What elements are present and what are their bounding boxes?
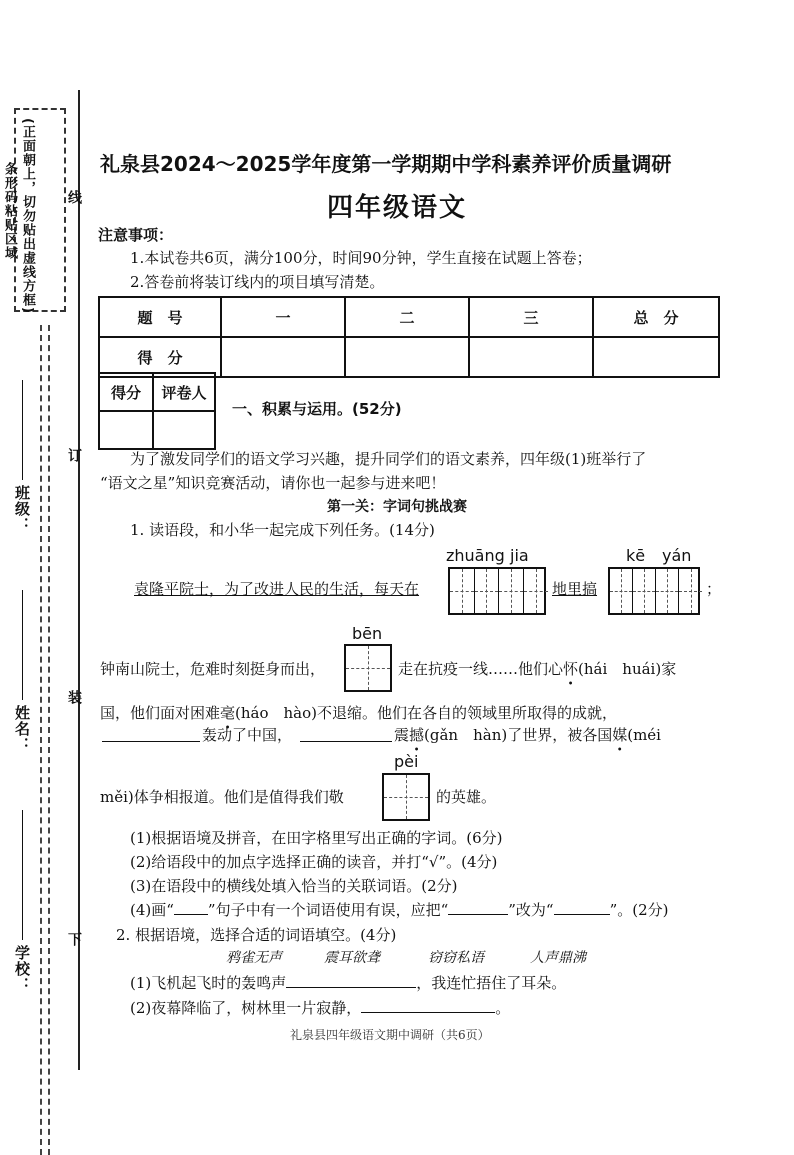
- blank-connective-1[interactable]: [102, 725, 200, 742]
- notes-item-2: 2.答卷前将装订线内的项目填写清楚。: [130, 273, 385, 291]
- subtask-1: (1)根据语境及拼音，在田字格里写出正确的字词。(6分): [130, 829, 503, 847]
- question-2-2-a: (2)夜幕降临了，树林里一片寂静，: [130, 999, 362, 1017]
- binding-solid-line: [78, 90, 80, 1070]
- grader-name-cell[interactable]: [153, 411, 215, 449]
- blank-correct-word[interactable]: [554, 914, 610, 915]
- intro-line-1: 为了激发同学们的语文学习兴趣，提升同学们的语文素养，四年级(1)班举行了: [130, 450, 647, 468]
- subtask-4-c: ”改为“: [508, 901, 554, 919]
- tian-grid-pei[interactable]: [382, 773, 430, 821]
- intro-line-2: “语文之星”知识竞赛活动，请你也一起参与进来吧！: [100, 474, 446, 492]
- blank-connective-2[interactable]: [300, 725, 392, 742]
- question-2-1-a: (1)飞机起飞时的轰鸣声: [130, 974, 287, 992]
- name-label: 姓名：: [13, 705, 31, 753]
- class-field[interactable]: [22, 380, 23, 480]
- score-header-total: 总 分: [593, 297, 719, 337]
- paragraph-line-2-end: [398, 658, 676, 679]
- subtask-4-b: ”句子中有一个词语使用有误，应把“: [207, 901, 449, 919]
- barcode-label: 条形码粘贴区域: [2, 162, 17, 260]
- dotted-char-han: 撼: [409, 726, 425, 744]
- binding-zhuang: 装: [66, 690, 82, 705]
- paragraph-line-4a: 轰动了中国，: [202, 726, 293, 744]
- pinyin-jia: jia: [510, 546, 529, 565]
- question-1: 1. 读语段，和小华一起完成下列任务。(14分): [130, 521, 435, 539]
- subtask-4-a: (4)画“: [130, 901, 174, 919]
- choice-2: 震耳欲聋: [324, 950, 380, 966]
- section1-title: 一、积累与运用。(52分): [232, 400, 402, 418]
- paragraph-line-5: měi)体争相报道。他们是值得我们敬: [100, 788, 344, 806]
- binding-ding: 订: [66, 448, 82, 463]
- question-2: 2. 根据语境，选择合适的词语填空。(4分): [116, 926, 397, 944]
- blank-q2-1[interactable]: [286, 987, 416, 988]
- subtask-4-d: ”。(2分): [609, 901, 669, 919]
- paragraph-line-5-end: 的英雄。: [436, 788, 497, 806]
- choice-1: 鸦雀无声: [226, 950, 282, 966]
- pinyin-pei: pèi: [394, 752, 419, 771]
- paragraph-line-3: [100, 702, 617, 723]
- pinyin-ke: kē: [626, 546, 646, 565]
- school-field[interactable]: [22, 810, 23, 940]
- paragraph-line-2-text: 走在抗疫一线……他们心: [398, 660, 564, 678]
- question-2-2: [130, 997, 510, 1018]
- blank-wrong-word[interactable]: [448, 914, 508, 915]
- dotted-char-mei: 媒: [612, 726, 628, 744]
- stage-title: 第一关：字词句挑战赛: [327, 499, 467, 515]
- pinyin-choice-hao[interactable]: (háo hào)不退缩。他们在各自的领域里所取得的成就，: [235, 704, 618, 722]
- subtask-2: (2)给语段中的加点字选择正确的读音，并打“√”。(4分): [130, 853, 498, 871]
- tian-grid-zhuangjia[interactable]: [448, 567, 546, 615]
- binding-dashed-line-1: [40, 325, 42, 1155]
- name-field[interactable]: [22, 590, 23, 700]
- dotted-char-huai: 怀: [563, 660, 579, 678]
- grader-score-label: 得分: [99, 373, 153, 411]
- blank-q2-2[interactable]: [361, 1012, 495, 1013]
- tian-grid-ben[interactable]: [344, 644, 392, 692]
- footer-text: 礼泉县四年级语文期中调研（共6页）: [290, 1028, 490, 1042]
- exam-title: 礼泉县2024～2025学年度第一学期期中学科素养评价质量调研: [100, 152, 672, 176]
- score-row-label: 得 分: [99, 337, 221, 377]
- notes-heading: 注意事项：: [98, 226, 174, 244]
- subtask-4: [130, 899, 669, 920]
- paragraph-line-3-text: 国，他们面对困难: [100, 704, 221, 722]
- school-label: 学校：: [13, 945, 31, 993]
- paragraph-line-2: 钟南山院士，危难时刻挺身而出，: [100, 660, 326, 678]
- score-header-3: 三: [469, 297, 593, 337]
- score-header-item: 题 号: [99, 297, 221, 337]
- pinyin-choice-huai[interactable]: (hái huái)家: [578, 660, 677, 678]
- binding-xia: 下: [66, 932, 82, 947]
- dotted-char-hao: 毫: [220, 704, 236, 722]
- grader-score-cell[interactable]: [99, 411, 153, 449]
- grader-name-label: 评卷人: [153, 373, 215, 411]
- choice-4: 人声鼎沸: [530, 950, 586, 966]
- exam-subtitle: 四年级语文: [326, 193, 467, 223]
- score-cell-2[interactable]: [345, 337, 469, 377]
- binding-dashed-line-2: [48, 325, 50, 1155]
- score-header-2: 二: [345, 297, 469, 337]
- question-2-1: [130, 972, 566, 993]
- subtask-3: (3)在语段中的横线处填入恰当的关联词语。(2分): [130, 877, 458, 895]
- score-cell-1[interactable]: [221, 337, 345, 377]
- paragraph-line-1: 袁隆平院士，为了改进人民的生活，每天在: [134, 580, 420, 598]
- score-header-1: 一: [221, 297, 345, 337]
- tian-grid-keyan[interactable]: [608, 567, 700, 615]
- barcode-notice: (正面朝上，切勿贴出虚线方框): [20, 118, 35, 314]
- page-footer: [100, 1024, 780, 1042]
- score-cell-3[interactable]: [469, 337, 593, 377]
- binding-xian: 线: [66, 190, 82, 205]
- pinyin-choice-han[interactable]: (gǎn hàn)了世界，被各国: [424, 726, 613, 744]
- pinyin-ben: bēn: [352, 624, 383, 643]
- choice-3: 窃窃私语: [428, 950, 484, 966]
- paragraph-line-1-end: ；: [706, 580, 722, 598]
- grader-box: [98, 372, 216, 450]
- score-cell-total[interactable]: [593, 337, 719, 377]
- paragraph-line-1-mid: 地里搞: [552, 580, 598, 598]
- class-label: 班级：: [13, 485, 31, 533]
- binding-strip: [0, 90, 84, 1070]
- pinyin-yan: yán: [662, 546, 692, 565]
- paragraph-line-4-zhen: 震: [394, 726, 410, 744]
- pinyin-zhuang: zhuāng: [446, 546, 505, 565]
- notes-item-1: 1.本试卷共6页，满分100分，时间90分钟，学生直接在试题上答卷；: [130, 249, 592, 267]
- paragraph-line-4b: [394, 724, 661, 745]
- question-2-2-b: 。: [495, 999, 511, 1017]
- pinyin-choice-mei[interactable]: (méi: [627, 726, 661, 744]
- score-table: [98, 296, 720, 378]
- question-2-1-b: ，我连忙捂住了耳朵。: [416, 974, 567, 992]
